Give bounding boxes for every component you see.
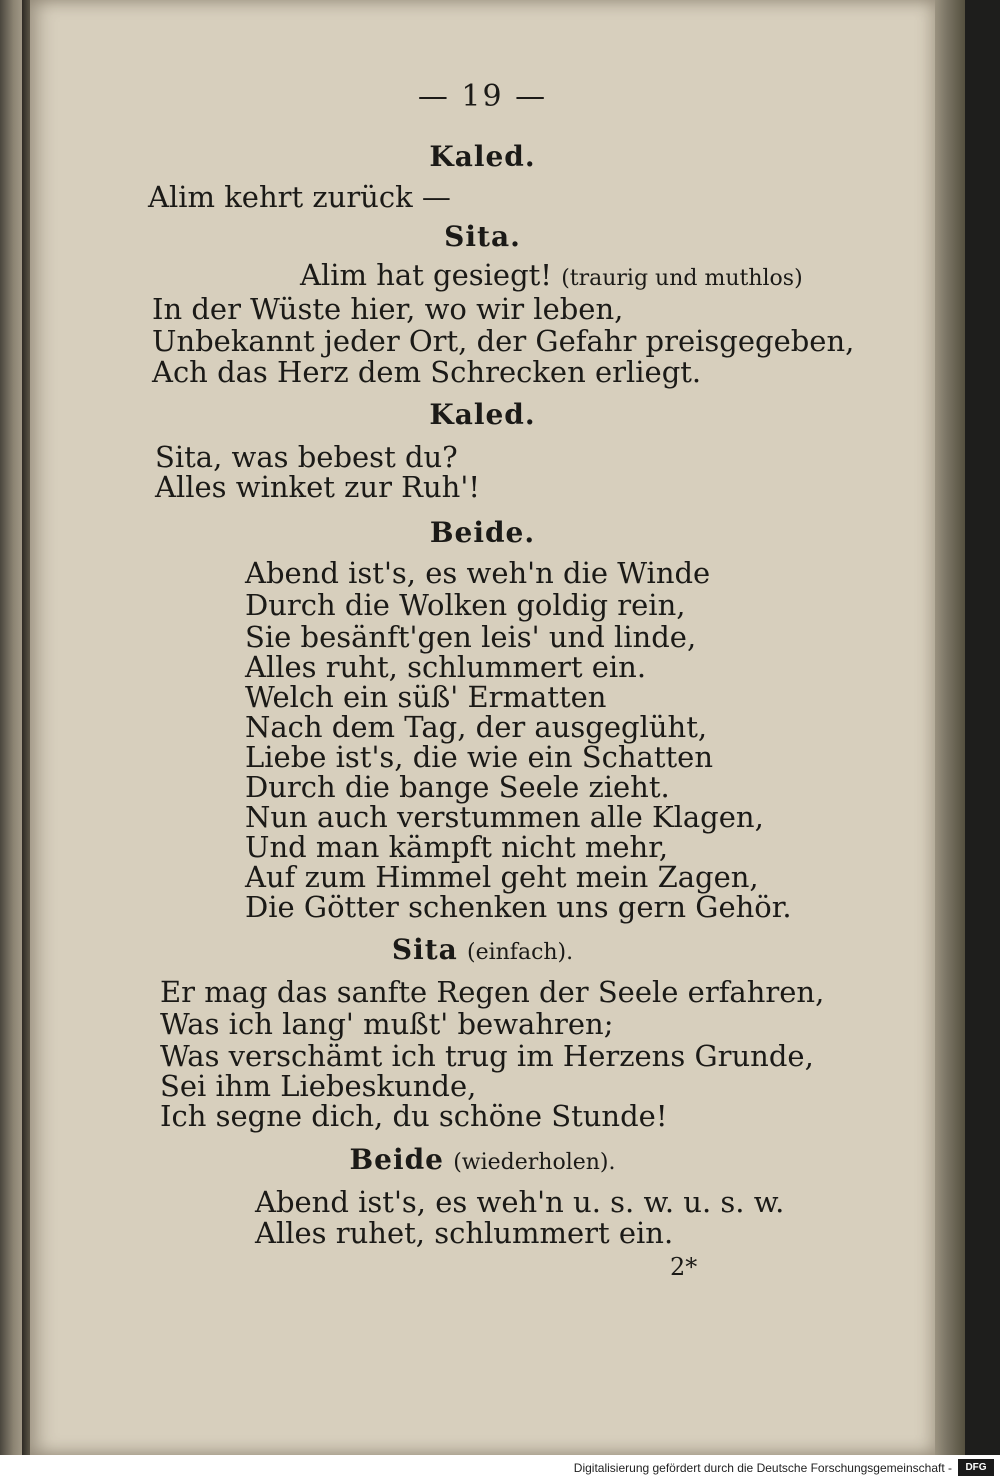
verse-line: Alles winket zur Ruh'! (155, 470, 480, 504)
verse-line: Abend ist's, es weh'n u. s. w. u. s. w. (255, 1185, 785, 1219)
speaker-line (30, 1142, 935, 1180)
verse-line: Durch die bange Seele zieht. (245, 770, 670, 804)
speaker-beide: Beide (349, 1143, 444, 1176)
footer-bar (0, 1455, 1000, 1481)
verse-line: In der Wüste hier, wo wir leben, (152, 292, 624, 326)
verse-line: Alim kehrt zurück — (148, 180, 451, 214)
verse-line: Und man kämpft nicht mehr, (245, 830, 669, 864)
verse-line: Ich segne dich, du schöne Stunde! (160, 1099, 668, 1133)
footer-credit: Digitalisierung gefördert durch die Deutsche Forschungsgemeinschaft - (573, 1461, 952, 1475)
verse-line: Durch die Wolken goldig rein, (245, 588, 686, 622)
speaker-kaled: Kaled. (429, 140, 536, 173)
verse-line: Alles ruht, schlummert ein. (245, 650, 647, 684)
dfg-logo: DFG (958, 1459, 994, 1476)
verse-line: Nach dem Tag, der ausgeglüht, (245, 710, 708, 744)
stage-direction: (wiederholen). (453, 1150, 616, 1175)
speaker-line (30, 932, 935, 970)
verse-line: Alles ruhet, schlummert ein. (255, 1216, 674, 1250)
verse-line: Nun auch verstummen alle Klagen, (245, 800, 764, 834)
verse-line: Unbekannt jeder Ort, der Gefahr preisgegeben, (152, 324, 855, 358)
verse-text: Alim hat gesiegt! (300, 258, 552, 292)
page-number: — 19 — (417, 79, 548, 114)
verse-line: Was ich lang' mußt' bewahren; (160, 1007, 614, 1041)
book-gutter (22, 0, 30, 1455)
speaker-sita: Sita. (444, 220, 521, 253)
verse-line (300, 258, 803, 296)
verse-line: Was verschämt ich trug im Herzens Grunde, (160, 1039, 814, 1073)
verse-line: Liebe ist's, die wie ein Schatten (245, 740, 713, 774)
verse-line: Ach das Herz dem Schrecken erliegt. (152, 355, 702, 389)
book-page (30, 0, 935, 1455)
verse-line: Auf zum Himmel geht mein Zagen, (245, 860, 759, 894)
verse-line: Welch ein süß' Ermatten (245, 680, 607, 714)
speaker-sita: Sita (391, 933, 458, 966)
verse-line: Sie besänft'gen leis' und linde, (245, 620, 697, 654)
verse-line: Die Götter schenken uns gern Gehör. (245, 890, 792, 924)
stage-direction: (einfach). (467, 940, 574, 965)
verse-line: Sei ihm Liebeskunde, (160, 1069, 477, 1103)
speaker-kaled: Kaled. (429, 398, 536, 431)
verse-line: Abend ist's, es weh'n die Winde (245, 556, 711, 590)
right-page-edge (935, 0, 965, 1455)
verse-line: Sita, was bebest du? (155, 440, 458, 474)
signature-mark: 2* (670, 1253, 698, 1281)
verse-line: Er mag das sanfte Regen der Seele erfahren, (160, 975, 825, 1009)
scan-border (965, 0, 1000, 1455)
speaker-beide: Beide. (429, 516, 536, 549)
stage-direction: (traurig und muthlos) (561, 266, 803, 291)
